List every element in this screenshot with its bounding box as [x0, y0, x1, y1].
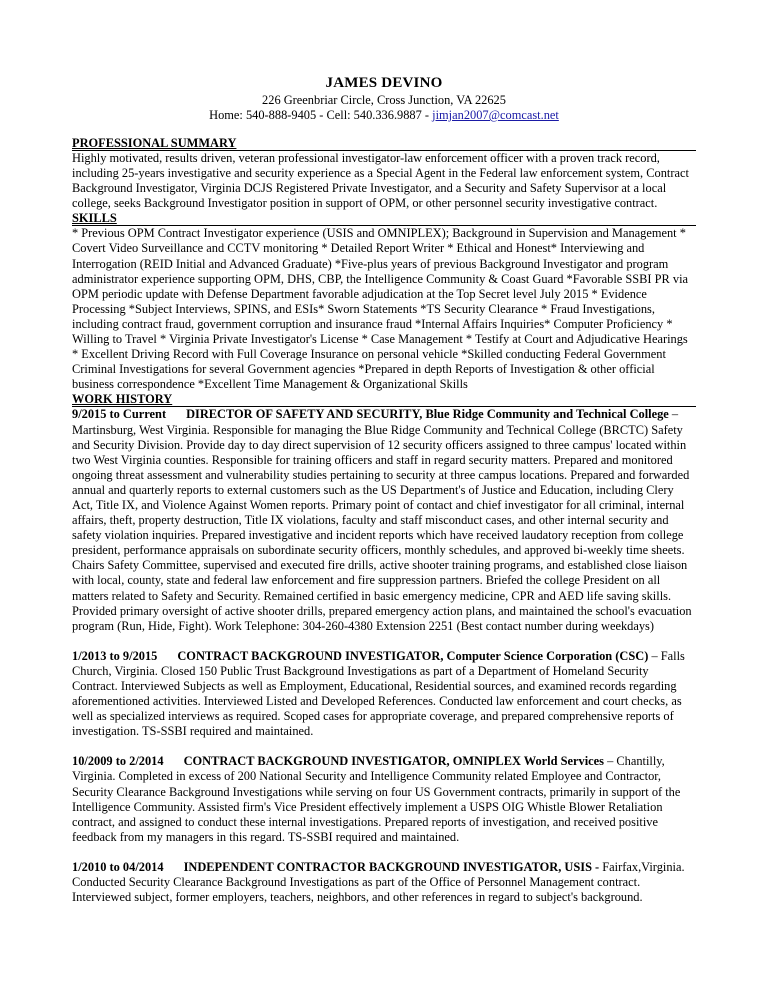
job-entry [72, 407, 696, 633]
job-location: – Chantilly, Virginia. [72, 754, 665, 784]
candidate-name: JAMES DEVINO [325, 75, 443, 91]
job-description: Completed in excess of 200 National Security and Intelligence Community related Employee and Contractor, Security Clearance Background Investigations while serving on four US Government contracts, primarily in support of the Intelligence Community. Assisted firm's Vice President effectively implement a USPS OIG Whistle Blower Retaliation contract, and assigned to conduct these internal investigations. Prepared reports of investigation, and received positive feedback from my managers in this regard. TS-SSBI required and maintained. [72, 769, 681, 844]
job-description: Responsible for managing the Blue Ridge Community and Technical College (BRCTC) Safety and Security Division. Provide day to day direct supervision of 12 security officers assigned to three campus' located within two West Virginia counties. Responsible for training officers and staff in regard security matters. Prepared and monitored ongoing threat assessment and vulnerability studies pertaining to security at three campus locations. Prepared and forwarded annual and quarterly reports to external customers such as the US Department's of Justice and Education, including Clery Act, Title IX, and Violence Against Women reports. Primary point of contact and chief investigator for all criminal, internal affairs, theft, property destruction, Title IX violations, faculty and staff misconduct cases, and other internal security and safety violation inquiries. Prepared investigative and incident reports which have received laudatory reception from college president, performance appraisals on subordinate security officers, monthly schedules, and approved bi-weekly time sheets. Chairs Safety Committee, supervised and executed fire drills, active shooter training programs, and established close liaison with local, county, state and federal law enforcement and fire suppression partners. Briefed the college President on all matters related to Safety and Security. Remained certified in basic emergency medicine, CPR and AED life saving skills. Provided primary oversight of active shooter drills, prepared emergency action plans, and maintained the school's evacuation program (Run, Hide, Fight). Work Telephone: 304-260-4380 Extension 2251 (Best contact number during weekdays) [72, 422, 692, 633]
job-location: – Falls Church, Virginia. [72, 648, 685, 678]
section-title-skills: SKILLS [72, 211, 696, 226]
professional-summary-section [72, 136, 696, 211]
resume-header [0, 74, 768, 123]
job-description: Closed 150 Public Trust Background Investigations as part of a Department of Homeland Security Contract. Interviewed Subjects as well as Employment, Educational, Residential sources, and examined records regarding aforementioned activities. Interviewed Listed and Developed References. Conducted law enforcement and court checks, as well as specialized interviews as required. Scoped cases for appropriate coverage, and prepared comprehensive reports of investigation. TS-SSBI required and maintained. [72, 663, 682, 739]
job-position: DIRECTOR OF SAFETY AND SECURITY, Blue Ridge Community and Technical College [186, 407, 669, 422]
job-dates: 1/2013 to 9/2015 [72, 648, 158, 663]
section-title-work-history: WORK HISTORY [72, 392, 696, 407]
job-dates: 1/2010 to 04/2014 [72, 859, 164, 874]
job-entry [72, 649, 696, 740]
job-position: CONTRACT BACKGROUND INVESTIGATOR, Computer Science Corporation (CSC) [177, 648, 649, 663]
job-position: INDEPENDENT CONTRACTOR BACKGROUND INVESTIGATOR, USIS - [183, 859, 600, 874]
contact-line [0, 108, 768, 123]
job-description: Conducted Security Clearance Background Investigations as part of the Office of Personnel Management contract. Interviewed subject, former employers, teachers, neighbors, and other references in regard to subject's background. [72, 875, 643, 905]
email-link[interactable]: jimjan2007@comcast.net [432, 108, 559, 123]
job-location: – Martinsburg, West Virginia. [72, 407, 679, 437]
work-history-section [72, 392, 696, 905]
job-location: Fairfax,Virginia. [599, 859, 685, 874]
job-entry [72, 860, 696, 905]
job-entry [72, 754, 696, 845]
skills-section [72, 211, 696, 392]
job-position: CONTRACT BACKGROUND INVESTIGATOR, OMNIPLEX World Services [183, 754, 604, 769]
skills-text: * Previous OPM Contract Investigator experience (USIS and OMNIPLEX); Background in Supervision and Management * Covert Video Surveillance and CCTV monitoring * Detailed Report Writer * Ethical and Honest* Interviewing and Interrogation (REID Initial and Advanced Graduate) *Five-plus years of previous Background Investigator and program administrator experience supporting OPM, DHS, CBP, the Intelligence Community & Coast Guard *Favorable SSBI PR via OPM periodic update with Defense Department favorable adjudication at the Top Secret level July 2015 * Evidence Processing *Subject Interviews, SPINS, and ESIs* Sworn Statements *TS Security Clearance * Fraud Investigations, including contract fraud, government corruption and insurance fraud *Internal Affairs Inquiries* Computer Proficiency * Willing to Travel * Virginia Private Investigator's License * Case Management * Testify at Court and Adjudicative Hearings * Excellent Driving Record with Full Coverage Insurance on personal vehicle *Skilled conducting Federal Government Criminal Investigations for several Government agencies *Prepared in depth Reports of Investigation & other official business correspondence *Excellent Time Management & Organizational Skills [72, 226, 689, 392]
section-title-summary: PROFESSIONAL SUMMARY [72, 136, 696, 151]
summary-text: Highly motivated, results driven, veteran professional investigator-law enforcement officer with a proven track record, including 25-years investigative and security experience as a Special Agent in the Federal law enforcement system, Contract Background Investigator, Virginia DCJS Registered Private Investigator, and a Security and Safety Supervisor at a local college, seeks Background Investigator position in support of OPM, or other personnel security investigative contract. [72, 151, 689, 211]
job-dates: 10/2009 to 2/2014 [72, 754, 164, 769]
address-line: 226 Greenbriar Circle, Cross Junction, VA 22625 [262, 93, 506, 107]
phone-numbers: Home: 540-888-9405 - Cell: 540.336.9887 - [209, 108, 433, 123]
resume-body [72, 136, 696, 905]
job-dates: 9/2015 to Current [72, 407, 167, 422]
